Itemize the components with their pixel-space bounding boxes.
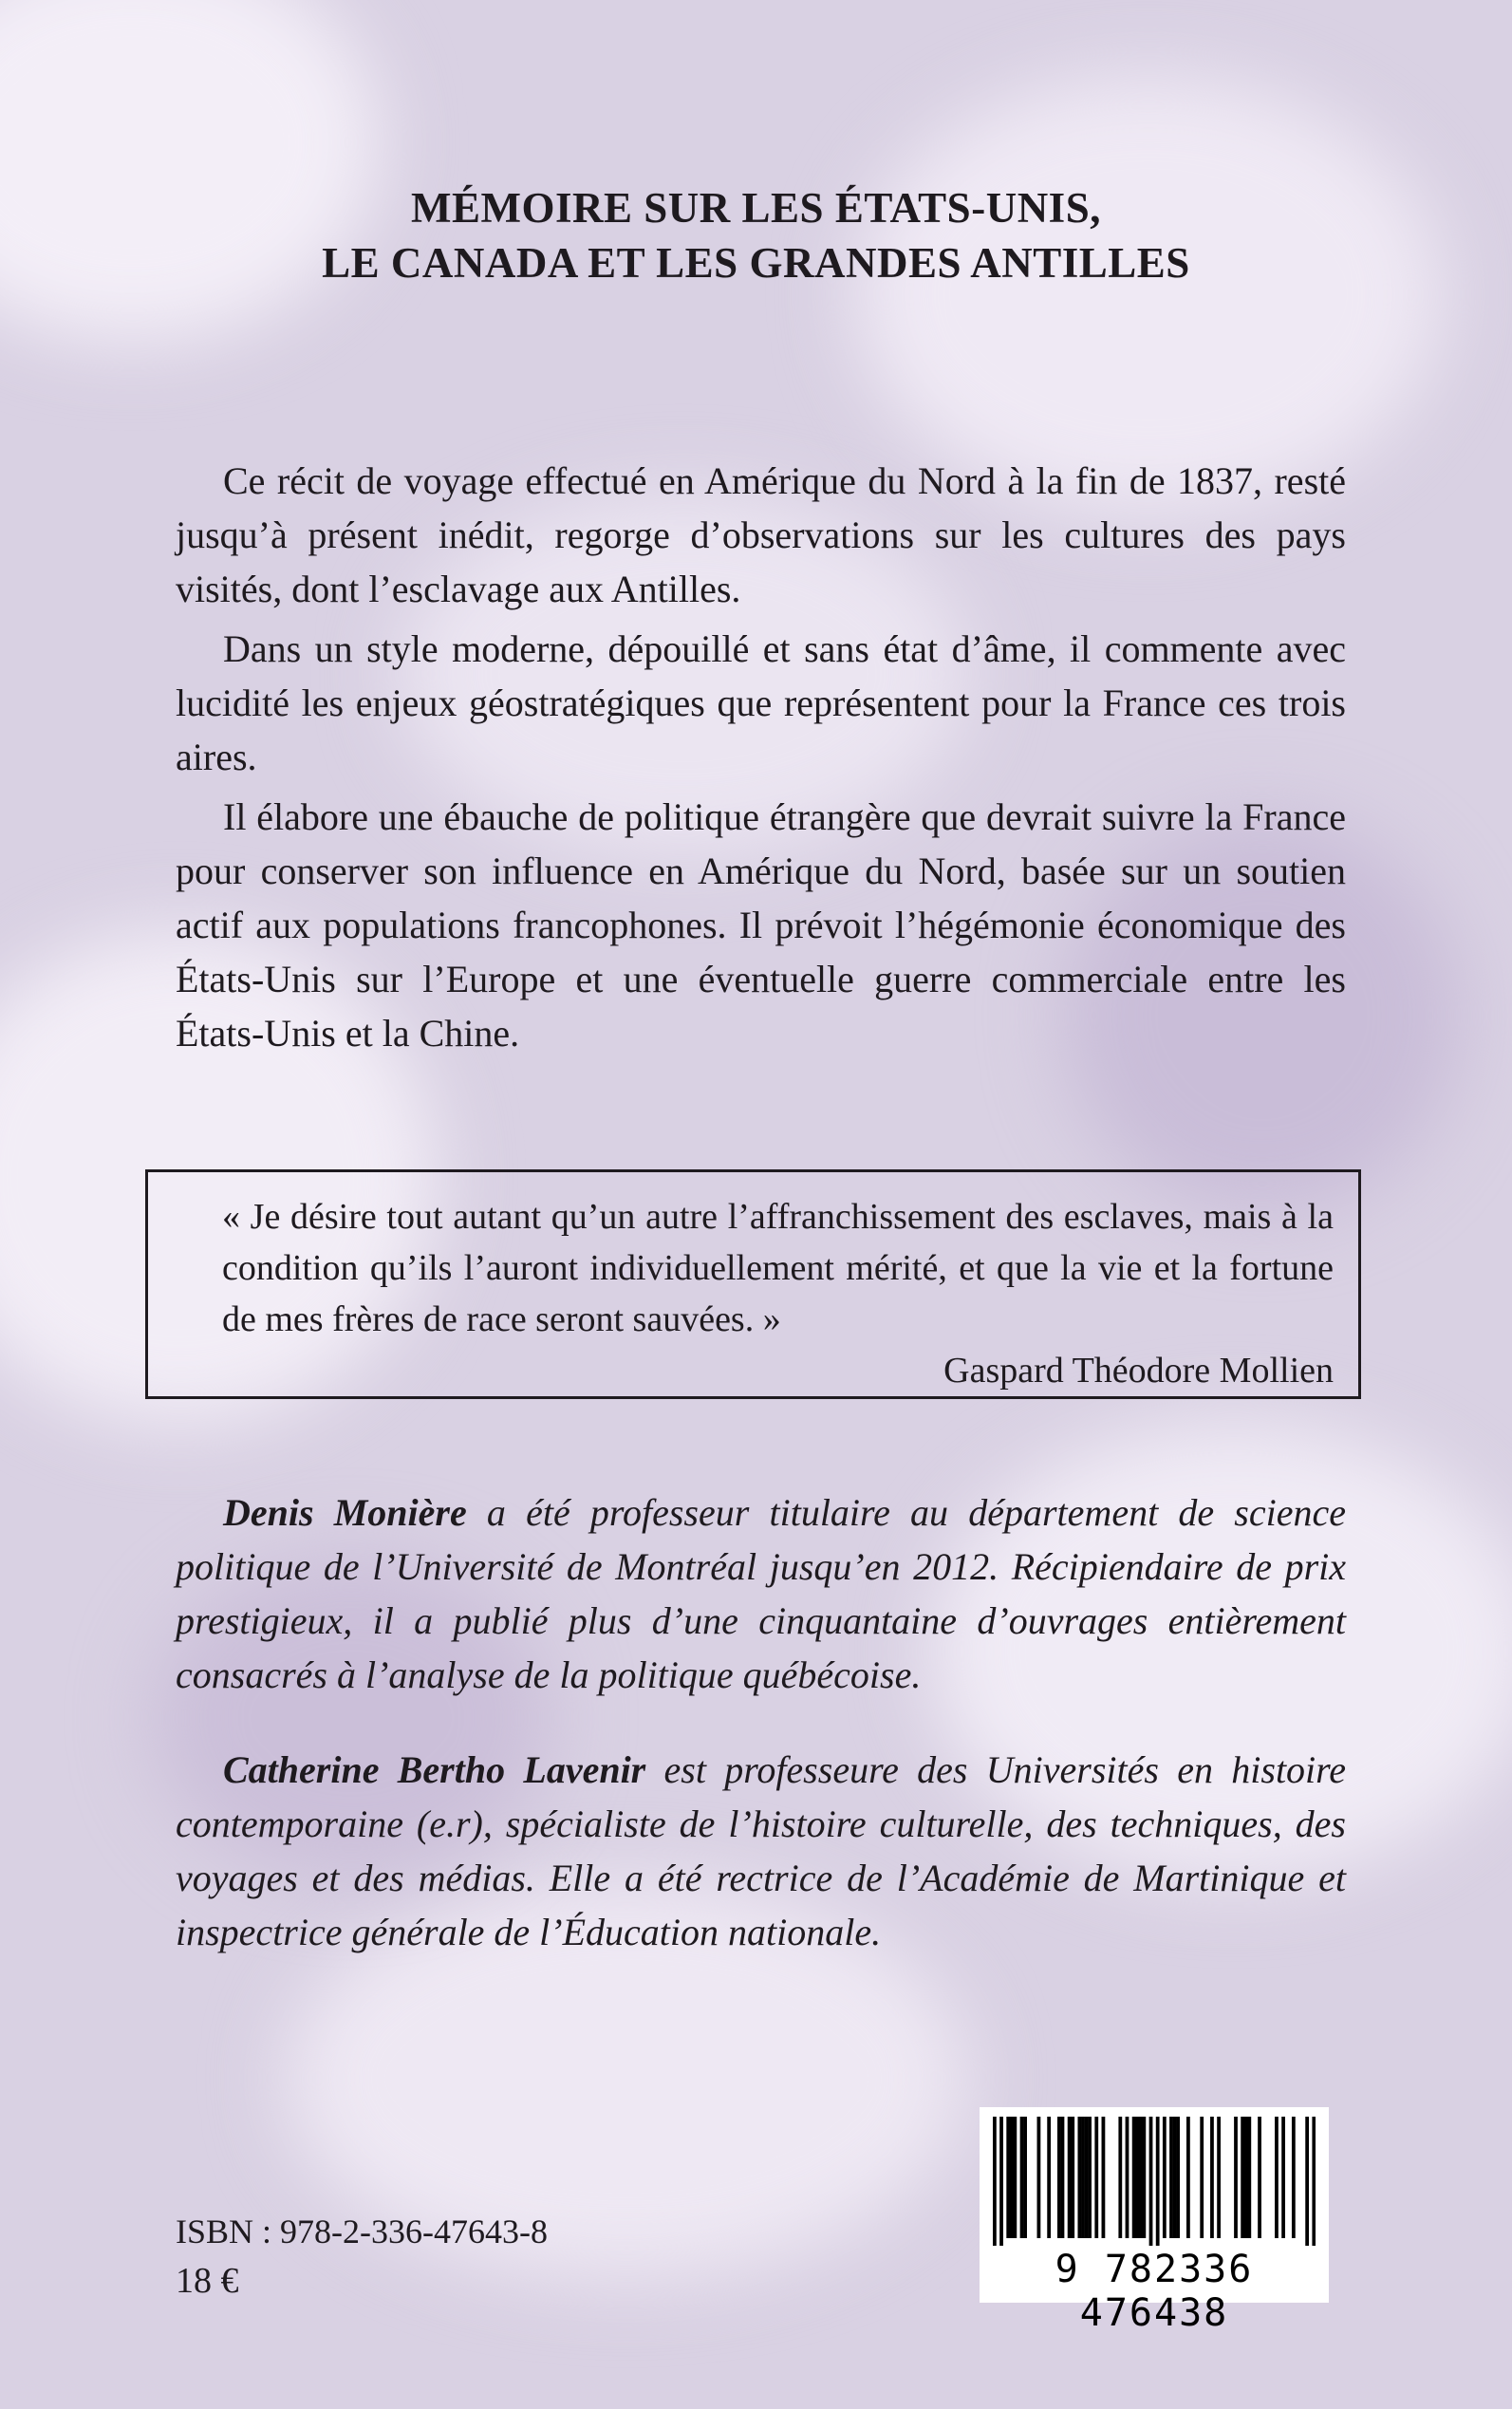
barcode-bar [1077, 2117, 1081, 2238]
author-bio-text-2: est professeure des Universités en histoire contemporaine (e.r), spécialiste de l’histoire culturelle, des techniques, des voyages et des médias. Elle a été rectrice de l’Académie de Martinique et inspectrice générale de l’Éducation nationale. [176, 1748, 1346, 1953]
barcode-bar [1085, 2117, 1089, 2238]
barcode-bar [1037, 2117, 1041, 2238]
barcode-bar [1186, 2117, 1190, 2238]
book-title [190, 180, 1322, 290]
summary-text [176, 454, 1346, 1066]
title-line-1: MÉMOIRE SUR LES ÉTATS-UNIS, [411, 184, 1101, 232]
barcode [980, 2107, 1329, 2335]
barcode-bar [1047, 2117, 1051, 2238]
barcode-bar [1020, 2117, 1024, 2238]
barcode-bar [1023, 2117, 1027, 2238]
barcode-bar [1139, 2117, 1143, 2238]
barcode-bar [1258, 2117, 1261, 2238]
author-bio-2 [176, 1743, 1346, 1959]
barcode-bar [1210, 2117, 1214, 2238]
barcode-bars [993, 2117, 1316, 2246]
barcode-bar [1071, 2117, 1074, 2238]
title-line-2: LE CANADA ET LES GRANDES ANTILLES [322, 239, 1190, 287]
barcode-bar [1305, 2117, 1309, 2246]
barcode-bar [1169, 2117, 1173, 2238]
barcode-bar [1061, 2117, 1065, 2238]
barcode-bar [1013, 2117, 1017, 2238]
barcode-bar [1094, 2117, 1098, 2238]
barcode-bar [1135, 2117, 1139, 2238]
barcode-bar [999, 2117, 1003, 2246]
barcode-bar [1217, 2117, 1221, 2238]
author-bio-1 [176, 1485, 1346, 1702]
barcode-bar [1006, 2117, 1010, 2238]
barcode-bar [1247, 2117, 1251, 2238]
barcode-bar [1126, 2117, 1129, 2238]
barcode-bar [1081, 2117, 1085, 2238]
barcode-bar [1312, 2117, 1316, 2246]
barcode-bar [1275, 2117, 1279, 2238]
summary-paragraph-2: Dans un style moderne, dépouillé et sans état d’âme, il commente avec lucidité les enjeux géostratégiques que représentent pour la France ces trois aires. [176, 627, 1346, 778]
barcode-bar [1156, 2117, 1160, 2246]
barcode-bar [1142, 2117, 1146, 2238]
barcode-bar [993, 2117, 997, 2246]
isbn: ISBN : 978-2-336-47643-8 [176, 2213, 548, 2250]
barcode-digits: 9 782336 476438 [1055, 2248, 1254, 2335]
barcode-bar [1234, 2117, 1238, 2238]
barcode-bar [1057, 2117, 1061, 2238]
barcode-bar [1149, 2117, 1153, 2246]
barcode-bar [1241, 2117, 1244, 2238]
barcode-bar [1088, 2117, 1092, 2238]
quote-author: Gaspard Théodore Mollien [943, 1351, 1334, 1391]
price: 18 € [176, 2261, 239, 2301]
author-name-2: Catherine Bertho Lavenir [223, 1748, 646, 1791]
barcode-bar [1118, 2117, 1122, 2238]
author-name-1: Denis Monière [223, 1491, 467, 1534]
barcode-bar [1010, 2117, 1014, 2238]
barcode-bar [1292, 2117, 1296, 2238]
quote-box [145, 1169, 1361, 1399]
quote-text: « Je désire tout autant qu’un autre l’affranchissement des esclaves, mais à la condition qu’ils l’auront individuellement mérité, et que la vie et la fortune de mes frères de race seront sauvées. » [222, 1197, 1334, 1339]
barcode-bar [1102, 2117, 1106, 2238]
barcode-bar [1068, 2117, 1072, 2238]
barcode-bar [1173, 2117, 1177, 2238]
summary-paragraph-1: Ce récit de voyage effectué en Amérique du Nord à la fin de 1837, resté jusqu’à présent inédit, regorge d’observations sur les cultures des pays visités, dont l’esclavage aux Antilles. [176, 459, 1346, 610]
barcode-bar [1163, 2117, 1167, 2238]
barcode-bar [1281, 2117, 1285, 2238]
summary-paragraph-3: Il élabore une ébauche de politique étrangère que devrait suivre la France pour conserver son influence en Amérique du Nord, basée sur un soutien actif aux populations francophones. Il prévoit l’hégémonie économique des États-Unis sur l’Europe et une éventuelle guerre commerciale entre les États-Unis et la Chine. [176, 795, 1346, 1055]
barcode-bar [1200, 2117, 1204, 2238]
barcode-bar [1176, 2117, 1180, 2238]
barcode-bar [1244, 2117, 1248, 2238]
barcode-bar [1132, 2117, 1136, 2238]
author-bio-text-1: a été professeur titulaire au département de science politique de l’Université de Montréal jusqu’en 2012. Récipiendaire de prix prestigieux, il a publié plus d’une cinquantaine d’ouvrages entièrement consacrés à l’analyse de la politique québécoise. [176, 1491, 1346, 1696]
